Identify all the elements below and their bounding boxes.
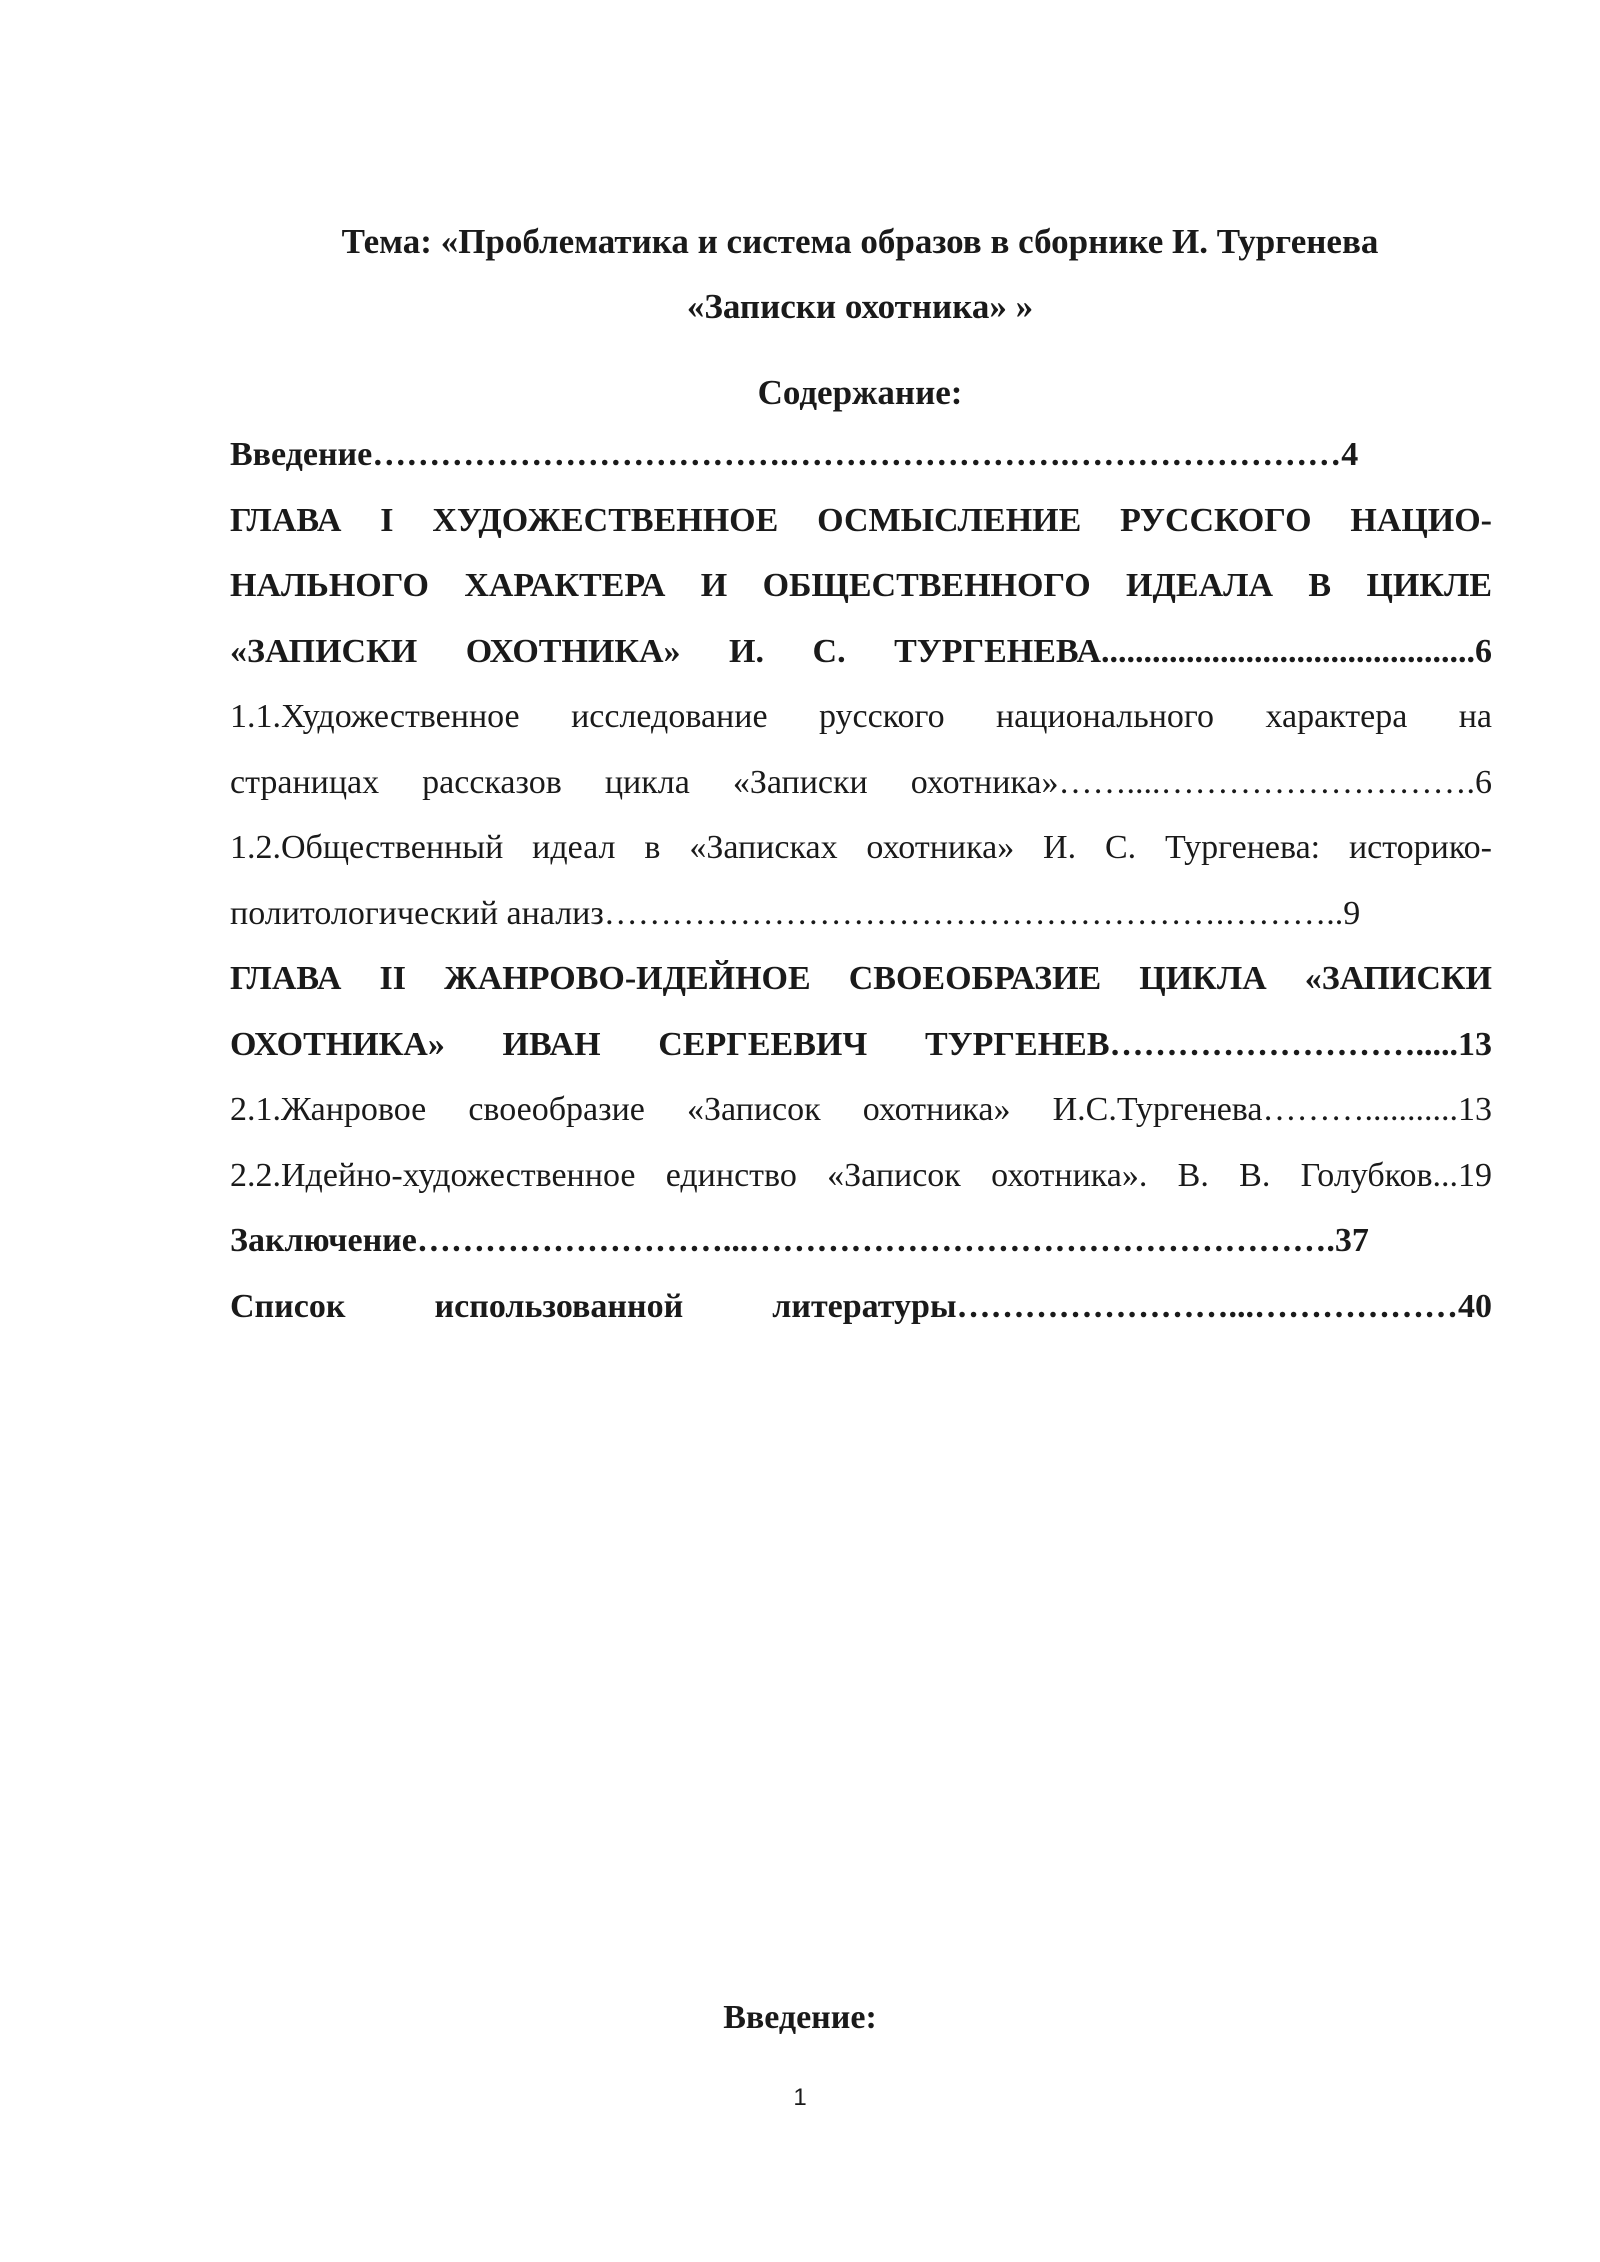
toc-line: Список использованной литературы……………………...………………40	[230, 1287, 1492, 1325]
toc-line: страницах рассказов цикла «Записки охотника»……....……………………….6	[230, 763, 1492, 801]
toc-line: политологический анализ……………………………………………….………..9	[230, 894, 1361, 932]
toc-line: ГЛАВА I ХУДОЖЕСТВЕННОЕ ОСМЫСЛЕНИЕ РУССКОГО НАЦИО-	[230, 501, 1492, 539]
page-number: 1	[793, 2084, 807, 2111]
section-heading-introduction: Введение:	[723, 1999, 877, 2036]
contents-heading: Содержание:	[757, 373, 963, 412]
toc-line: 2.1.Жанровое своеобразие «Записок охотника» И.С.Тургенева………...........13	[230, 1091, 1492, 1128]
toc-line: Заключение………………………...…………………………………………….37	[230, 1222, 1369, 1259]
toc-line: Введение……………………………….…………………….……………………4	[230, 436, 1359, 473]
toc-line: 1.1.Художественное исследование русского национального характера на	[230, 698, 1492, 735]
toc-line: «ЗАПИСКИ ОХОТНИКА» И. С. ТУРГЕНЕВА............................................6	[230, 632, 1492, 670]
toc-line: ГЛАВА II ЖАНРОВО-ИДЕЙНОЕ СВОЕОБРАЗИЕ ЦИКЛА «ЗАПИСКИ	[230, 960, 1492, 997]
document-title-line-2: «Записки охотника» »	[686, 287, 1034, 326]
table-of-contents	[230, 422, 1492, 1339]
toc-line: 1.2.Общественный идеал в «Записках охотника» И. С. Тургенева: историко-	[230, 829, 1492, 866]
toc-line: ОХОТНИКА» ИВАН СЕРГЕЕВИЧ ТУРГЕНЕВ……………………….....13	[230, 1025, 1492, 1063]
toc-line: НАЛЬНОГО ХАРАКТЕРА И ОБЩЕСТВЕННОГО ИДЕАЛА В ЦИКЛЕ	[230, 567, 1492, 604]
document-title-line-1: Тема: «Проблематика и система образов в сборнике И. Тургенева	[341, 222, 1379, 261]
toc-line: 2.2.Идейно-художественное единство «Записок охотника». В. В. Голубков...19	[230, 1156, 1492, 1194]
